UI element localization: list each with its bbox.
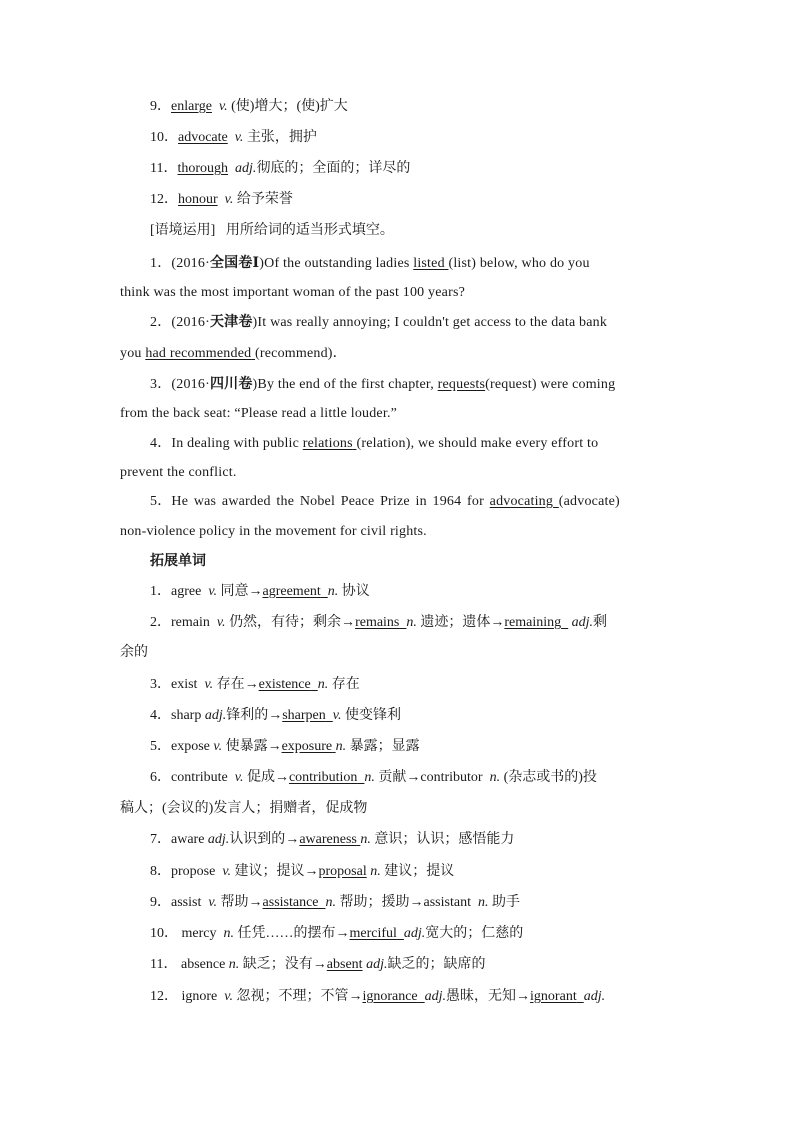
exercise-line-cont: you had recommended (recommend)． [120, 346, 347, 361]
expand-item: 12． ignore v. 忽视；不理；不管→ignorance adj.愚昧，无知→ignorant adj. [150, 989, 606, 1004]
answer-blank: listed [413, 256, 445, 271]
expand-item: 3．exist v. 存在→existence n. 存在 [150, 677, 360, 692]
item-number: 11． [150, 161, 178, 176]
expand-item: 8．propose v. 建议；提议→proposal n. 建议；提议 [150, 864, 455, 879]
base-word: contribute [171, 770, 228, 785]
expand-item: 4．sharp adj.锋利的→sharpen v. 使变锋利 [150, 708, 401, 723]
exam-source: 全国卷Ⅰ [209, 256, 260, 271]
derived-word: existence [258, 677, 311, 692]
part-of-speech: v. [224, 192, 234, 207]
expand-item-cont: 余的 [120, 645, 148, 660]
section-title: [语境运用] [150, 223, 216, 238]
item-number: 2． [150, 615, 171, 630]
vocab-word: advocate [178, 130, 228, 145]
vocab-word: honour [178, 192, 218, 207]
meaning: 给予荣誉 [236, 192, 293, 207]
word-hint: (request) [485, 377, 537, 392]
part-of-speech: v. [218, 99, 228, 114]
item-number: 5． [150, 739, 171, 754]
expand-item: 10． mercy n. 任凭……的摆布→merciful adj.宽大的；仁慈的 [150, 926, 524, 941]
expand-item: 5．expose v. 使暴露→exposure n. 暴露；显露 [150, 739, 420, 754]
item-number: 6． [150, 770, 171, 785]
section-instruction: 用所给词的适当形式填空。 [225, 223, 394, 238]
item-number: 1． [150, 584, 171, 599]
base-word: ignore [181, 989, 218, 1004]
vocab-word: thorough [177, 161, 229, 176]
word-hint: (list) [448, 256, 477, 271]
exercise-line: 4．In dealing with public relations (relation), we should make every effort to [150, 436, 599, 451]
expand-item: 6．contribute v. 促成→contribution n. 贡献→contributor n. (杂志或书的)投 [150, 770, 597, 785]
base-word: aware [171, 832, 205, 847]
meaning: (使)增大；(使)扩大 [231, 99, 348, 114]
exercise-line-cont: non-violence policy in the movement for civil rights. [120, 524, 427, 539]
derived-word: ignorant [530, 989, 577, 1004]
base-word: remain [171, 615, 210, 630]
item-number: 12． [150, 989, 178, 1004]
exercise-line: 2．(2016·天津卷)It was really annoying; I couldn't get access to the data bank [150, 315, 608, 330]
derived-word: exposure [281, 739, 333, 754]
meaning: 彻底的；全面的；详尽的 [256, 161, 411, 176]
expand-item: 1．agree v. 同意→agreement n. 协议 [150, 584, 370, 599]
derived-word: remaining [504, 615, 562, 630]
answer-blank: advocating [489, 494, 554, 509]
exercise-number: 4． [150, 436, 172, 451]
expand-item: 7．aware adj.认识到的→awareness n. 意识；认识；感悟能力 [150, 832, 515, 847]
base-word: assist [171, 895, 202, 910]
base-word: exist [171, 677, 198, 692]
item-number: 4． [150, 708, 171, 723]
exercise-number: 2． [150, 315, 172, 330]
item-number: 12． [150, 192, 178, 207]
base-word: propose [171, 864, 216, 879]
item-number: 10． [150, 130, 178, 145]
derived-word: absent [326, 957, 363, 972]
vocab-item [150, 128, 317, 148]
derived-word: ignorance [362, 989, 418, 1004]
base-word: expose [171, 739, 210, 754]
meaning: 主张，拥护 [246, 130, 317, 145]
section-title: 拓展单词 [150, 554, 206, 569]
exercise-line-cont: from the back seat: “Please read a little louder.” [120, 406, 398, 421]
vocab-word: enlarge [171, 99, 212, 114]
base-word: sharp [171, 708, 202, 723]
exam-source: 天津卷 [209, 315, 253, 330]
exercise-number: 3． [150, 377, 172, 392]
derived-word: sharpen [282, 708, 326, 723]
base-word: absence [180, 957, 226, 972]
answer-blank: had recommended [145, 346, 252, 361]
section-heading-context [150, 221, 394, 241]
vocab-item [150, 159, 410, 179]
word-hint: (advocate) [558, 494, 620, 509]
exam-source: 四川卷 [209, 377, 253, 392]
derived-word: merciful [349, 926, 397, 941]
item-number: 9． [150, 99, 171, 114]
item-number: 10． [150, 926, 178, 941]
base-word: agree [171, 584, 202, 599]
item-number: 8． [150, 864, 171, 879]
exercise-number: 5． [150, 494, 172, 509]
expand-item-cont: 稿人；(会议的)发言人；捐赠者，促成物 [120, 801, 368, 816]
derived-word: assistance [262, 895, 319, 910]
expand-item: 2．remain v. 仍然，有待；剩余→remains n. 遗迹；遗体→remaining adj.剩 [150, 615, 608, 630]
exercise-line: 5．He was awarded the Nobel Peace Prize in 1964 for advocating (advocate) [150, 494, 620, 509]
word-hint: (relation) [356, 436, 411, 451]
related-word: contributor [420, 770, 483, 785]
base-word: mercy [181, 926, 217, 941]
item-number: 3． [150, 677, 171, 692]
expand-item: 9．assist v. 帮助→assistance n. 帮助；援助→assistant n. 助手 [150, 895, 520, 910]
derived-word: awareness [299, 832, 357, 847]
exercise-line-cont: think was the most important woman of the past 100 years? [120, 285, 466, 300]
derived-word: contribution [288, 770, 358, 785]
item-number: 9． [150, 895, 171, 910]
exercise-line: 1．(2016·全国卷Ⅰ)Of the outstanding ladies listed (list) below, who do you [150, 256, 590, 271]
answer-blank: relations [302, 436, 353, 451]
answer-blank: requests [437, 377, 486, 392]
derived-word: proposal [318, 864, 367, 879]
word-hint: (recommend) [255, 346, 333, 361]
item-number: 7． [150, 832, 171, 847]
expand-item: 11． absence n. 缺乏；没有→absent adj.缺乏的；缺席的 [150, 957, 486, 972]
part-of-speech: v. [234, 130, 244, 145]
exercise-line-cont: prevent the conflict. [120, 465, 237, 480]
related-word: assistant [423, 895, 471, 910]
vocab-item [150, 190, 293, 210]
vocab-item [150, 97, 348, 117]
derived-word: remains [355, 615, 400, 630]
part-of-speech: adj. [235, 161, 257, 176]
item-number: 11． [150, 957, 178, 972]
exercise-number: 1． [150, 256, 172, 271]
exercise-line: 3．(2016·四川卷)By the end of the first chapter, requests(request) were coming [150, 377, 616, 392]
derived-word: agreement [262, 584, 321, 599]
section-heading-expand [150, 552, 206, 572]
